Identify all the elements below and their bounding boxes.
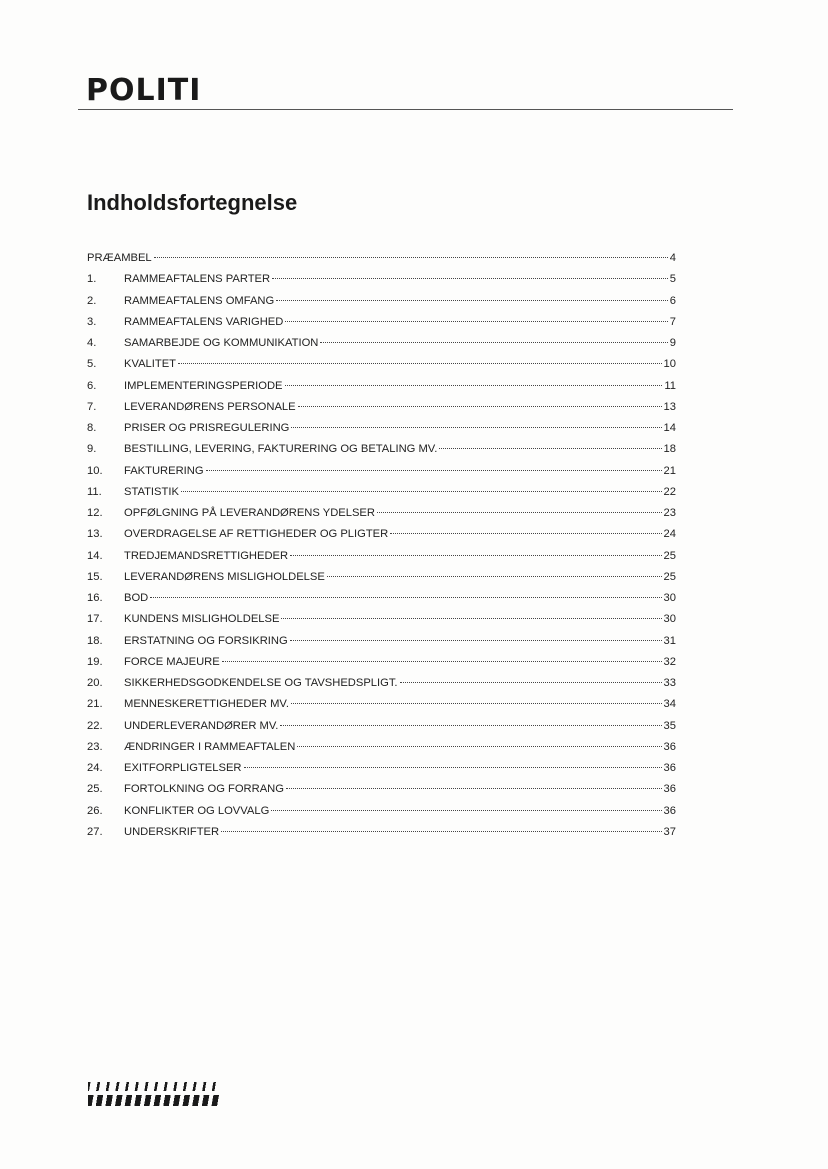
- toc-dot-leader: [222, 661, 662, 662]
- toc-entry-number: 3.: [87, 315, 97, 328]
- toc-entry-page: 14: [663, 422, 676, 434]
- toc-entry-number: 15.: [87, 570, 103, 583]
- toc-dot-leader: [290, 640, 662, 641]
- toc-entry-title: TREDJEMANDSRETTIGHEDER: [124, 549, 289, 562]
- toc-entry-page: 18: [663, 443, 676, 456]
- toc-entry-number: 22.: [87, 719, 103, 732]
- toc-dot-leader: [150, 597, 661, 598]
- toc-entry-number: 7.: [87, 400, 97, 413]
- toc-dot-leader: [272, 278, 668, 279]
- toc-entry-number: 1.: [87, 273, 97, 286]
- toc-entry-number: 9.: [87, 443, 97, 456]
- toc-entry-page: 30: [663, 592, 676, 604]
- toc-entry-title: FAKTURERING: [124, 464, 204, 477]
- toc-entry-number: 23.: [87, 740, 103, 753]
- toc-entry[interactable]: [87, 567, 676, 588]
- toc-entry-title: EXITFORPLIGTELSER: [124, 762, 242, 774]
- toc-entry-page: 11: [664, 379, 676, 392]
- toc-entry-title: SAMARBEJDE OG KOMMUNIKATION: [124, 337, 319, 349]
- toc-dot-leader: [297, 746, 661, 747]
- toc-entry-page: 36: [663, 762, 676, 774]
- toc-entry[interactable]: [87, 716, 676, 737]
- toc-dot-leader: [320, 342, 667, 343]
- toc-entry-title: OVERDRAGELSE AF RETTIGHEDER OG PLIGTER: [124, 528, 389, 541]
- toc-entry[interactable]: [87, 652, 676, 673]
- toc-dot-leader: [377, 512, 662, 513]
- toc-entry-page: 25: [663, 549, 676, 562]
- toc-entry-title: STATISTIK: [124, 485, 179, 498]
- toc-entry-number: 19.: [87, 655, 103, 668]
- toc-entry-page: 36: [663, 783, 676, 796]
- toc-entry-title: MENNESKERETTIGHEDER MV.: [124, 698, 289, 711]
- toc-dot-leader: [285, 385, 663, 386]
- toc-entry-page: 32: [663, 655, 676, 668]
- toc-entry[interactable]: [87, 333, 676, 354]
- toc-entry[interactable]: [87, 354, 676, 375]
- toc-dot-leader: [206, 470, 662, 471]
- stripe-row-bold: [88, 1095, 221, 1106]
- police-stripes-icon: [88, 1082, 221, 1108]
- toc-entry-number: 6.: [87, 379, 97, 392]
- toc-dot-leader: [280, 725, 661, 726]
- toc-entry[interactable]: [87, 439, 676, 460]
- toc-dot-leader: [390, 533, 661, 534]
- toc-entry-title: BOD: [124, 592, 149, 604]
- toc-entry-title: LEVERANDØRENS MISLIGHOLDELSE: [124, 570, 325, 583]
- toc-entry-page: 7: [669, 315, 676, 328]
- toc-entry-page: 10: [663, 358, 676, 371]
- toc-entry-page: 6: [669, 294, 676, 307]
- toc-entry[interactable]: [87, 524, 676, 545]
- toc-entry-number: 10.: [87, 464, 103, 477]
- toc-entry[interactable]: [87, 737, 676, 758]
- toc-entry-page: 4: [669, 252, 676, 264]
- toc-entry-title: UNDERSKRIFTER: [124, 825, 220, 838]
- toc-entry-number: 16.: [87, 592, 103, 604]
- toc-entry[interactable]: [87, 779, 676, 800]
- toc-entry-title: RAMMEAFTALENS PARTER: [124, 273, 271, 286]
- toc-dot-leader: [400, 682, 662, 683]
- toc-dot-leader: [290, 555, 661, 556]
- toc-entry-number: 17.: [87, 613, 103, 626]
- toc-entry[interactable]: [87, 482, 676, 503]
- toc-entry-title: SIKKERHEDSGODKENDELSE OG TAVSHEDSPLIGT.: [124, 677, 398, 689]
- toc-entry[interactable]: [87, 609, 676, 630]
- toc-entry[interactable]: [87, 291, 676, 312]
- toc-dot-leader: [298, 406, 662, 407]
- toc-dot-leader: [327, 576, 662, 577]
- toc-entry-number: 26.: [87, 804, 103, 817]
- toc-entry-title: BESTILLING, LEVERING, FAKTURERING OG BETALING MV.: [124, 443, 438, 456]
- politi-logo: POLITI: [86, 73, 202, 108]
- toc-entry[interactable]: [87, 822, 676, 843]
- toc-entry-page: 9: [669, 337, 676, 349]
- toc-entry-page: 24: [663, 528, 676, 541]
- toc-entry-title: OPFØLGNING PÅ LEVERANDØRENS YDELSER: [124, 507, 375, 519]
- toc-entry-page: 36: [663, 740, 676, 753]
- toc-dot-leader: [244, 767, 662, 768]
- toc-dot-leader: [286, 788, 662, 789]
- toc-entry-title: FORCE MAJEURE: [124, 655, 220, 668]
- toc-entry-page: 5: [669, 273, 676, 286]
- toc-entry[interactable]: [87, 801, 676, 822]
- toc-entry-number: 20.: [87, 677, 103, 689]
- toc-entry-page: 36: [663, 804, 676, 817]
- stripe-row-thin: [88, 1082, 221, 1091]
- toc-dot-leader: [281, 618, 661, 619]
- toc-entry-title: UNDERLEVERANDØRER MV.: [124, 719, 279, 732]
- toc-dot-leader: [291, 703, 662, 704]
- toc-dot-leader: [154, 257, 668, 258]
- toc-entry-number: 18.: [87, 634, 103, 647]
- toc-entry-number: 12.: [87, 507, 103, 519]
- table-of-contents: [87, 248, 676, 843]
- toc-heading: Indholdsfortegnelse: [87, 190, 298, 215]
- toc-entry[interactable]: [87, 673, 676, 694]
- toc-entry[interactable]: [87, 397, 676, 418]
- toc-entry-page: 37: [663, 825, 676, 838]
- toc-entry-page: 23: [663, 507, 676, 519]
- toc-entry-title: KUNDENS MISLIGHOLDELSE: [124, 613, 280, 626]
- toc-entry-title: KONFLIKTER OG LOVVALG: [124, 804, 270, 817]
- toc-entry[interactable]: [87, 418, 676, 439]
- toc-entry-page: 35: [663, 719, 676, 732]
- toc-entry-number: 27.: [87, 825, 103, 838]
- toc-entry-page: 31: [663, 634, 676, 647]
- header-divider: [78, 109, 733, 110]
- toc-entry-title: FORTOLKNING OG FORRANG: [124, 783, 284, 796]
- toc-entry[interactable]: [87, 461, 676, 482]
- toc-dot-leader: [439, 448, 661, 449]
- toc-entry-number: 25.: [87, 783, 103, 796]
- toc-entry-page: 34: [663, 698, 676, 711]
- toc-entry[interactable]: [87, 631, 676, 652]
- toc-dot-leader: [178, 363, 662, 364]
- toc-entry[interactable]: [87, 694, 676, 715]
- toc-dot-leader: [221, 831, 661, 832]
- toc-entry-title: RAMMEAFTALENS VARIGHED: [124, 315, 284, 328]
- toc-entry-page: 25: [663, 570, 676, 583]
- toc-entry-page: 13: [663, 400, 676, 413]
- toc-entry-title: KVALITET: [124, 358, 177, 371]
- toc-entry-title: ERSTATNING OG FORSIKRING: [124, 634, 288, 647]
- toc-entry-title: IMPLEMENTERINGSPERIODE: [124, 379, 283, 392]
- toc-entry-title: RAMMEAFTALENS OMFANG: [124, 294, 275, 307]
- toc-dot-leader: [181, 491, 662, 492]
- toc-entry-number: 13.: [87, 528, 103, 541]
- toc-entry-number: 24.: [87, 762, 103, 774]
- toc-entry-number: 2.: [87, 294, 97, 307]
- toc-dot-leader: [276, 300, 668, 301]
- toc-entry-page: 22: [663, 485, 676, 498]
- toc-entry[interactable]: [87, 758, 676, 779]
- toc-entry[interactable]: [87, 248, 676, 269]
- toc-entry[interactable]: [87, 312, 676, 333]
- toc-entry-page: 33: [663, 677, 676, 689]
- toc-entry-number: 4.: [87, 337, 97, 349]
- toc-entry[interactable]: [87, 269, 676, 290]
- toc-entry-number: 8.: [87, 422, 97, 434]
- toc-entry-number: 5.: [87, 358, 97, 371]
- toc-entry[interactable]: [87, 588, 676, 609]
- toc-entry-title: PRÆAMBEL: [87, 252, 152, 264]
- toc-entry-title: LEVERANDØRENS PERSONALE: [124, 400, 296, 413]
- toc-entry-page: 21: [663, 464, 676, 477]
- toc-entry[interactable]: [87, 503, 676, 524]
- toc-entry-number: 11.: [87, 485, 102, 498]
- toc-entry[interactable]: [87, 546, 676, 567]
- toc-entry-number: 14.: [87, 549, 103, 562]
- toc-dot-leader: [285, 321, 667, 322]
- toc-entry-title: PRISER OG PRISREGULERING: [124, 422, 290, 434]
- toc-entry-title: ÆNDRINGER I RAMMEAFTALEN: [124, 740, 296, 753]
- toc-entry-number: 21.: [87, 698, 103, 711]
- toc-entry-page: 30: [663, 613, 676, 626]
- toc-dot-leader: [271, 810, 661, 811]
- toc-entry[interactable]: [87, 376, 676, 397]
- toc-dot-leader: [291, 427, 661, 428]
